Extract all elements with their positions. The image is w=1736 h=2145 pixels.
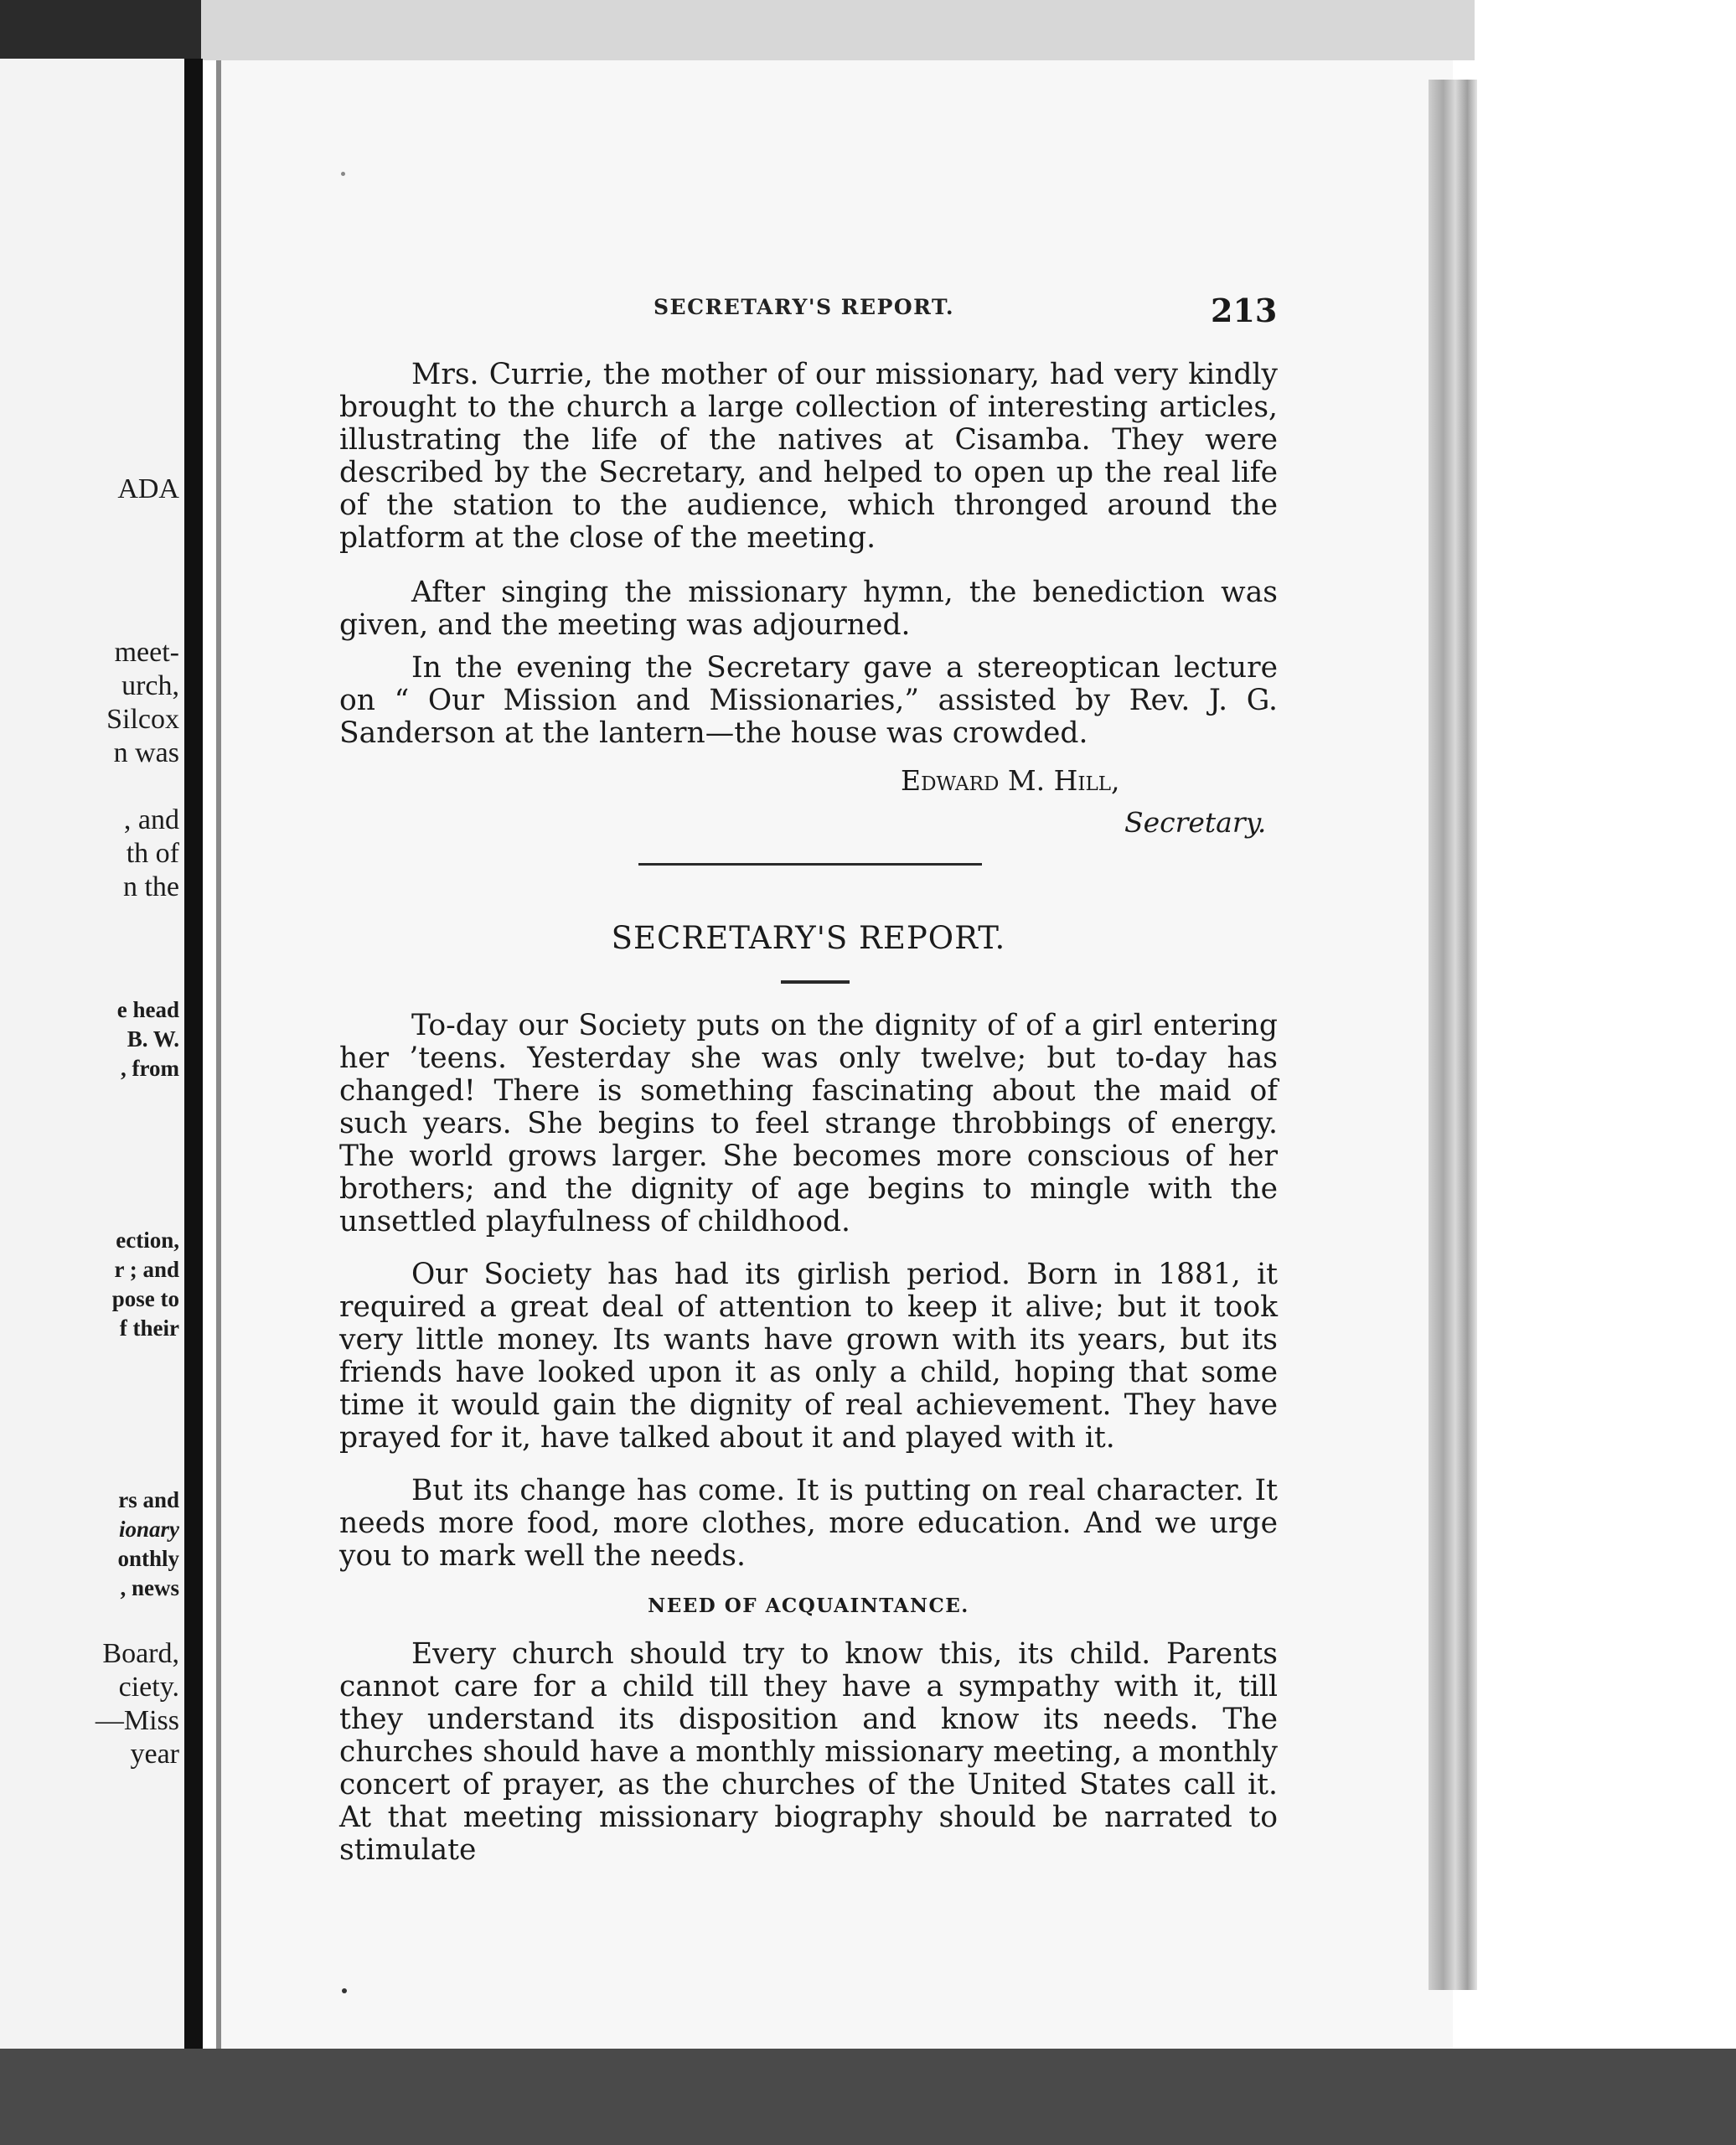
facing-page-line: ADA (117, 473, 179, 504)
facing-page-line: onthly (117, 1546, 179, 1571)
signature-name: Edward M. Hill, (901, 764, 1120, 797)
heading-rule (781, 980, 850, 984)
facing-page-line: pose to (111, 1286, 179, 1311)
report-heading: SECRETARY'S REPORT. (611, 920, 1006, 956)
facing-page-line: , from (121, 1056, 179, 1081)
facing-page-line: th of (126, 838, 179, 869)
paragraph-society-teens: To-day our Society puts on the dignity of of a girl entering her ’teens. Yesterday she was only twelve; but to-day has changed! There is something fascinating about the maid of such years. She begins to feel strange throbbings of energy. The world grows larger. She becomes more conscious of her brothers; and the dignity of age begins to mingle with the unsettled playfulness of childhood. (339, 1009, 1278, 1238)
paragraph-currie: Mrs. Currie, the mother of our missionary, had very kindly brought to the church a large collection of interesting articles, illustrating the life of the natives at Cisamba. They were described by the Secretary, and helped to open up the real life of the station to the audience, which thronged around the platform at the close of the meeting. (339, 358, 1278, 555)
facing-page-line: ciety. (118, 1672, 179, 1703)
running-head: SECRETARY'S REPORT. (654, 295, 955, 319)
facing-page-line: —Miss (95, 1705, 179, 1736)
paragraph-change: But its change has come. It is putting on real character. It needs more food, more clothes, more education. And we urge you to mark well the needs. (339, 1474, 1278, 1573)
facing-page-line: n was (113, 737, 179, 768)
ink-speck (341, 172, 345, 176)
facing-page-line: ionary (118, 1517, 179, 1542)
section-divider (638, 863, 982, 866)
facing-page-line: urch, (121, 670, 179, 701)
facing-page-fragment (0, 59, 203, 2049)
facing-page-line: f their (119, 1315, 179, 1341)
page-edges (1429, 80, 1477, 1990)
facing-page-line: meet- (114, 637, 179, 668)
subheading-acquaintance: NEED OF ACQUAINTANCE. (648, 1595, 969, 1617)
facing-page-line: Silcox (106, 704, 179, 735)
ink-speck (342, 1988, 347, 1993)
signature-title: Secretary. (1124, 806, 1267, 839)
paragraph-girlish-period: Our Society has had its girlish period. Born in 1881, it required a great deal of attention to keep it alive; but it took very little money. Its wants have grown with its years, but its friends have looked upon it as only a child, hoping that some time it would gain the dignity of real achievement. They have prayed for it, have talked about it and played with it. (339, 1258, 1278, 1455)
scanner-background-right (1475, 0, 1736, 2145)
paragraph-hymn: After singing the missionary hymn, the benediction was given, and the meeting was adjourned. (339, 576, 1278, 642)
facing-page-line: Board, (102, 1638, 179, 1669)
scanner-background-bottom (0, 2049, 1736, 2145)
paragraph-evening-lecture: In the evening the Secretary gave a stereoptican lecture on “ Our Mission and Missionaries,” assisted by Rev. J. G. Sanderson at the lantern—the house was crowded. (339, 651, 1278, 750)
page-number: 213 (1211, 292, 1278, 329)
facing-page-line: , and (123, 804, 179, 835)
facing-page-line: , news (120, 1575, 179, 1600)
facing-page-line: year (130, 1739, 179, 1770)
facing-page-line: n the (122, 871, 179, 902)
facing-page-line: rs and (118, 1487, 179, 1512)
facing-page-line: ection, (116, 1228, 179, 1253)
facing-page-line: r ; and (114, 1257, 179, 1282)
facing-page-line: e head (116, 997, 179, 1022)
facing-page-line: B. W. (127, 1026, 179, 1052)
paragraph-every-church: Every church should try to know this, its child. Parents cannot care for a child till they have a sympathy with it, till they understand its disposition and know its needs. The churches should have a monthly missionary meeting, a monthly concert of prayer, as the churches of the United States call it. At that meeting missionary biography should be narrated to stimulate (339, 1637, 1278, 1867)
